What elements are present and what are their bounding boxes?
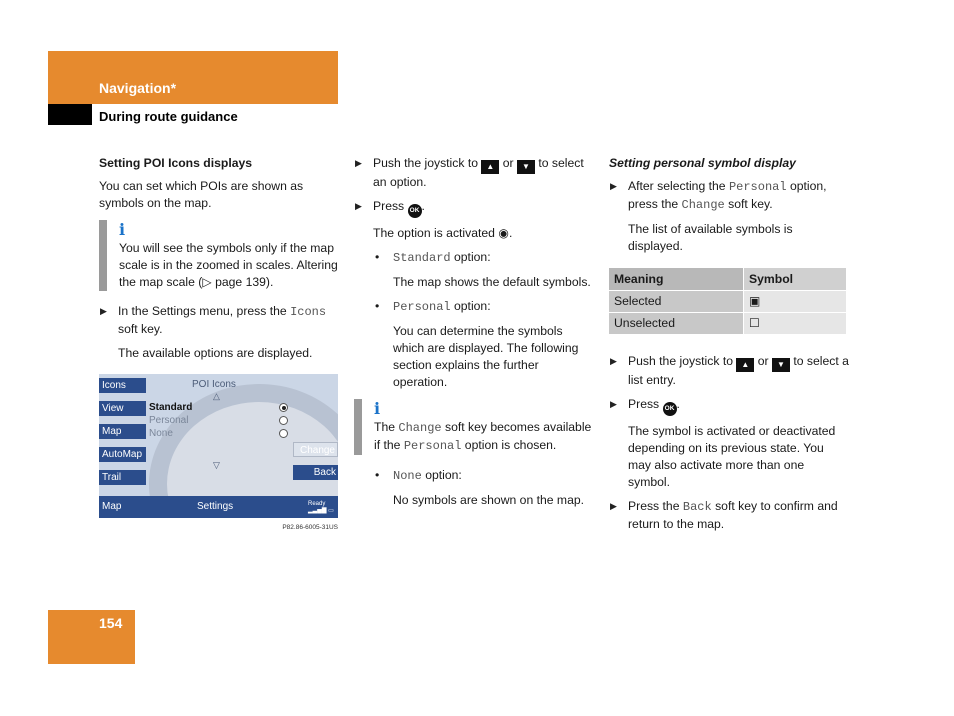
none-desc: No symbols are shown on the map. <box>393 493 585 507</box>
screen-option-standard: Standard <box>149 402 193 413</box>
bullet-personal: • Personal option: <box>375 299 491 314</box>
personal-option-label: Personal <box>403 439 462 453</box>
info-text: You will see the symbols only if the map scale is in the zoomed in scales. Altering the map scale (▷ page 139). <box>119 241 338 289</box>
change-softkey-label: Change <box>398 421 442 435</box>
ok-button-icon: OK <box>663 402 677 416</box>
screen-option-personal: Personal <box>149 415 189 426</box>
activated-note: The option is activated ◉. <box>373 226 513 240</box>
step-arrow-icon: ▶ <box>100 306 107 316</box>
table-header-meaning: Meaning <box>609 268 743 290</box>
header-band <box>48 51 338 104</box>
poi-heading: Setting POI Icons displays <box>99 156 253 170</box>
step-arrow-icon: ▶ <box>610 181 617 191</box>
toggle-note: The symbol is activated or deactivated depending on its previous state. You may also activate more than one symbol. <box>628 424 836 489</box>
list-displayed-note: The list of available symbols is displayed. <box>628 222 793 253</box>
table-row <box>609 313 846 334</box>
screen-btn-view: View <box>99 401 146 416</box>
step-settings-menu: ▶ In the Settings menu, press the Icons soft key. <box>100 304 327 336</box>
screen-down-arrow-icon: ▽ <box>213 460 220 470</box>
personal-option-label: Personal <box>393 300 451 314</box>
step-result: The available options are displayed. <box>118 346 313 360</box>
subheader-marker <box>48 104 92 125</box>
radio-empty-icon <box>279 429 288 438</box>
step-press-ok: ▶ Press OK . <box>609 396 849 416</box>
joystick-up-icon: ▲ <box>481 160 499 174</box>
step-arrow-icon: ▶ <box>355 158 362 168</box>
table-row <box>609 291 846 312</box>
personal-heading: Setting personal symbol display <box>609 156 796 170</box>
unselected-symbol-icon: ☐ <box>744 313 846 334</box>
column-3 <box>609 155 849 540</box>
step-press-ok: ▶ Press OK . <box>354 198 594 218</box>
table-cell-meaning: Unselected <box>609 313 743 334</box>
info-note-2: i The Change soft key becomes available if the Personal option is chosen. <box>354 399 594 455</box>
screen-btn-trail: Trail <box>99 470 146 485</box>
table-header-row <box>609 268 846 290</box>
step-arrow-icon: ▶ <box>610 501 617 511</box>
back-softkey-label: Back <box>682 500 712 514</box>
change-softkey-label: Change <box>681 198 725 212</box>
poi-intro: You can set which POIs are shown as symbols on the map. <box>99 179 304 210</box>
table-header-symbol: Symbol <box>744 268 846 290</box>
section-title: Navigation* <box>99 80 177 96</box>
column-1 <box>99 155 339 532</box>
screen-title: POI Icons <box>192 379 236 390</box>
screen-btn-change: Change <box>293 442 338 457</box>
screen-bottom-bar <box>99 496 338 518</box>
personal-desc: You can determine the symbols which are displayed. The following section explains the further operation. <box>393 324 579 389</box>
step-arrow-icon: ▶ <box>610 356 617 366</box>
personal-option-label: Personal <box>728 180 787 194</box>
symbol-table <box>608 267 847 335</box>
ok-button-icon: OK <box>408 204 422 218</box>
step-press-back: ▶ Press the Back soft key to confirm and return to the map. <box>610 499 838 531</box>
screen-btn-map-bottom: Map <box>102 501 122 512</box>
joystick-down-icon: ▼ <box>517 160 535 174</box>
page-number: 154 <box>99 615 123 631</box>
step-joystick-list: ▶ Push the joystick to ▲ or ▼ to select a list entry. <box>610 354 849 387</box>
info-icon: i <box>119 220 126 239</box>
step-joystick: ▶ Push the joystick to ▲ or ▼ to select an option. <box>355 156 584 189</box>
joystick-up-icon: ▲ <box>736 358 754 372</box>
image-caption: P82.86-6005-31US <box>282 524 338 531</box>
standard-desc: The map shows the default symbols. <box>393 275 591 289</box>
step-arrow-icon: ▶ <box>355 201 362 211</box>
screen-btn-automap: AutoMap <box>99 447 146 462</box>
radio-selected-icon <box>279 403 288 412</box>
section-subtitle: During route guidance <box>99 109 238 124</box>
screen-btn-icons: Icons <box>99 378 146 393</box>
icons-softkey-label: Icons <box>290 305 327 319</box>
poi-icons-screen-image <box>99 374 338 518</box>
radio-empty-icon <box>279 416 288 425</box>
selected-symbol-icon: ▣ <box>744 291 846 312</box>
info-icon: i <box>374 399 381 418</box>
screen-option-none: None <box>149 428 173 439</box>
screen-bottom-label: Settings <box>197 501 234 512</box>
table-cell-meaning: Selected <box>609 291 743 312</box>
bullet-none: • None option: <box>375 468 462 483</box>
screen-up-arrow-icon: △ <box>213 391 220 401</box>
screen-btn-back: Back <box>293 465 338 480</box>
step-arrow-icon: ▶ <box>610 399 617 409</box>
joystick-down-icon: ▼ <box>772 358 790 372</box>
bullet-standard: • Standard option: <box>375 250 491 265</box>
info-bar <box>99 220 107 291</box>
none-option-label: None <box>393 469 422 483</box>
standard-option-label: Standard <box>393 251 451 265</box>
column-2 <box>354 155 594 516</box>
step-select-personal: ▶ After selecting the Personal option, press the Change soft key. <box>610 179 827 212</box>
signal-strength-icon: Ready ▂▃▅▇ ▭ <box>308 501 334 514</box>
screen-btn-map: Map <box>99 424 146 439</box>
info-bar <box>354 399 362 455</box>
info-note-1 <box>99 220 339 291</box>
